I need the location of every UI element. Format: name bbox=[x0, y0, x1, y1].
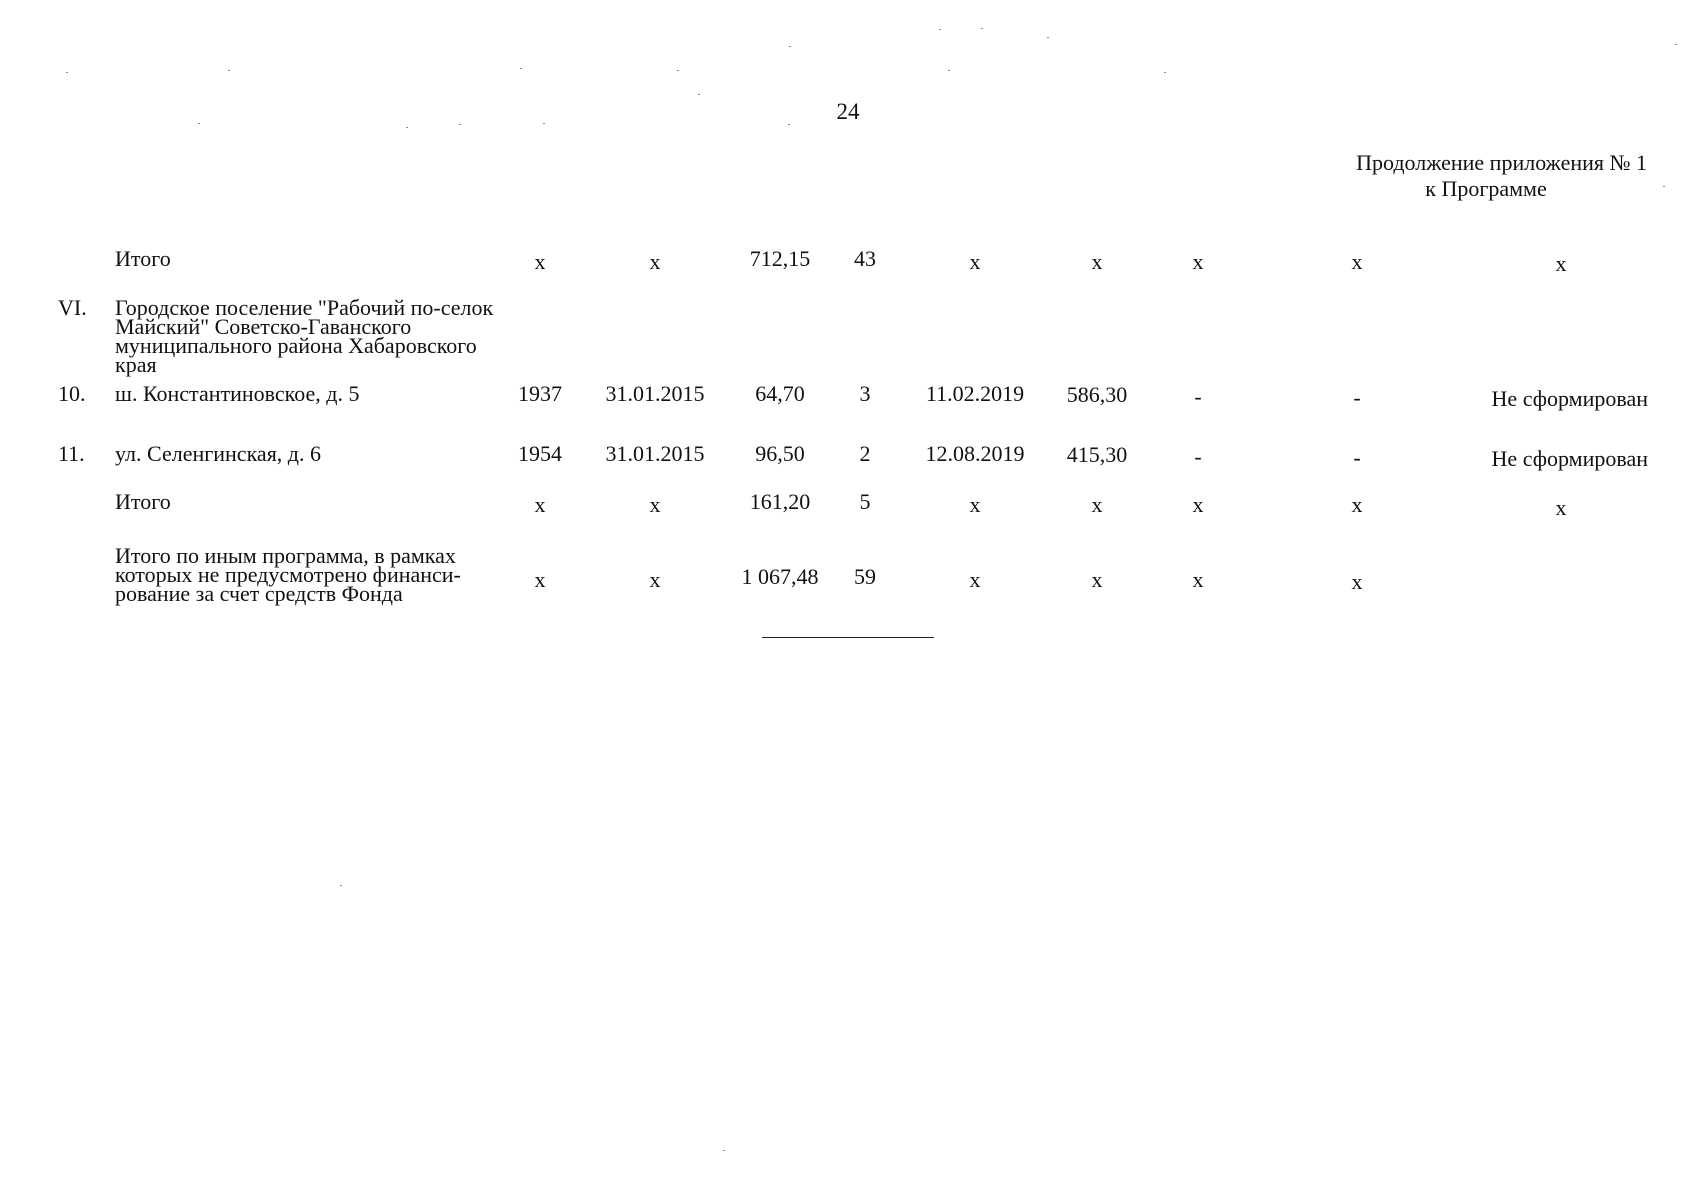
cell-c9: х bbox=[1192, 492, 1204, 517]
cell-cost: 415,30 bbox=[1066, 442, 1128, 467]
section-number: VI. bbox=[58, 295, 87, 320]
cell-people: 2 bbox=[859, 441, 871, 466]
cell-cost: 586,30 bbox=[1066, 382, 1128, 407]
cell-area: 161,20 bbox=[749, 489, 811, 514]
cell-plan-date: 11.02.2019 bbox=[925, 381, 1025, 406]
cell-people: 5 bbox=[859, 489, 871, 514]
scan-speck bbox=[789, 46, 791, 47]
cell-plan-date: х bbox=[969, 492, 981, 517]
end-rule bbox=[762, 637, 934, 638]
cell-c10: х bbox=[1351, 492, 1363, 517]
cell-plan-date: х bbox=[969, 249, 981, 274]
cell-c9: х bbox=[1192, 567, 1204, 592]
page-number: 24 bbox=[836, 99, 860, 124]
scan-speck bbox=[198, 123, 200, 124]
cell-status: Не сформирован bbox=[1491, 446, 1648, 471]
scan-speck bbox=[981, 28, 983, 29]
cell-date: х bbox=[649, 492, 661, 517]
cell-area: 96,50 bbox=[755, 441, 805, 466]
appendix-header-line2: к Программе bbox=[1425, 176, 1547, 201]
row-address: ш. Константиновское, д. 5 bbox=[115, 381, 360, 406]
cell-c10: - bbox=[1353, 385, 1361, 410]
scan-speck bbox=[788, 124, 790, 125]
row-number: 10. bbox=[58, 381, 86, 406]
scan-speck bbox=[939, 29, 941, 30]
row-label: Итого bbox=[115, 489, 171, 514]
cell-status: Не сформирован bbox=[1491, 386, 1648, 411]
scan-speck bbox=[1164, 72, 1166, 73]
scan-speck bbox=[340, 885, 342, 886]
cell-c11: х bbox=[1555, 251, 1567, 276]
cell-c9: х bbox=[1192, 249, 1204, 274]
row-label: Итого bbox=[115, 246, 171, 271]
row-label: Итого по иным программа, в рамках которых не предусмотрено финанси-рование за счет средств Фонда bbox=[115, 543, 461, 606]
cell-date: х bbox=[649, 249, 661, 274]
cell-area: 64,70 bbox=[755, 381, 805, 406]
scan-speck bbox=[723, 1150, 725, 1151]
cell-area: 1 067,48 bbox=[741, 564, 819, 589]
appendix-header-line1: Продолжение приложения № 1 bbox=[1356, 150, 1647, 175]
cell-c10: х bbox=[1351, 569, 1363, 594]
scan-speck bbox=[228, 70, 230, 71]
cell-c9: - bbox=[1194, 384, 1202, 409]
cell-year: х bbox=[534, 249, 546, 274]
cell-year: 1954 bbox=[518, 441, 562, 466]
cell-people: 43 bbox=[854, 246, 876, 271]
cell-plan-date: х bbox=[969, 567, 981, 592]
cell-date: 31.01.2015 bbox=[605, 441, 705, 466]
cell-cost: х bbox=[1091, 249, 1103, 274]
cell-c10: - bbox=[1353, 445, 1361, 470]
scan-speck bbox=[948, 70, 950, 71]
scan-speck bbox=[677, 70, 679, 71]
cell-year: 1937 bbox=[518, 381, 562, 406]
cell-people: 59 bbox=[854, 564, 876, 589]
scan-speck bbox=[520, 68, 522, 69]
scan-speck bbox=[543, 123, 545, 124]
scan-speck bbox=[1675, 44, 1677, 45]
row-number: 11. bbox=[58, 441, 85, 466]
scan-speck bbox=[1663, 186, 1665, 187]
cell-plan-date: 12.08.2019 bbox=[925, 441, 1025, 466]
cell-date: х bbox=[649, 567, 661, 592]
scan-speck bbox=[66, 72, 68, 73]
cell-area: 712,15 bbox=[749, 246, 811, 271]
scan-speck bbox=[459, 124, 461, 125]
row-address: ул. Селенгинская, д. 6 bbox=[115, 441, 322, 466]
scan-speck bbox=[406, 127, 408, 128]
cell-c9: - bbox=[1194, 444, 1202, 469]
cell-c11: х bbox=[1555, 495, 1567, 520]
cell-people: 3 bbox=[859, 381, 871, 406]
section-title: Городское поселение "Рабочий по-селок Майский" Советско-Гаванского муниципального района Хабаровского края bbox=[115, 295, 494, 377]
cell-year: х bbox=[534, 567, 546, 592]
scan-speck bbox=[698, 94, 700, 95]
cell-year: х bbox=[534, 492, 546, 517]
cell-c10: х bbox=[1351, 249, 1363, 274]
cell-cost: х bbox=[1091, 567, 1103, 592]
cell-date: 31.01.2015 bbox=[605, 381, 705, 406]
cell-cost: х bbox=[1091, 492, 1103, 517]
scan-speck bbox=[1047, 37, 1049, 38]
